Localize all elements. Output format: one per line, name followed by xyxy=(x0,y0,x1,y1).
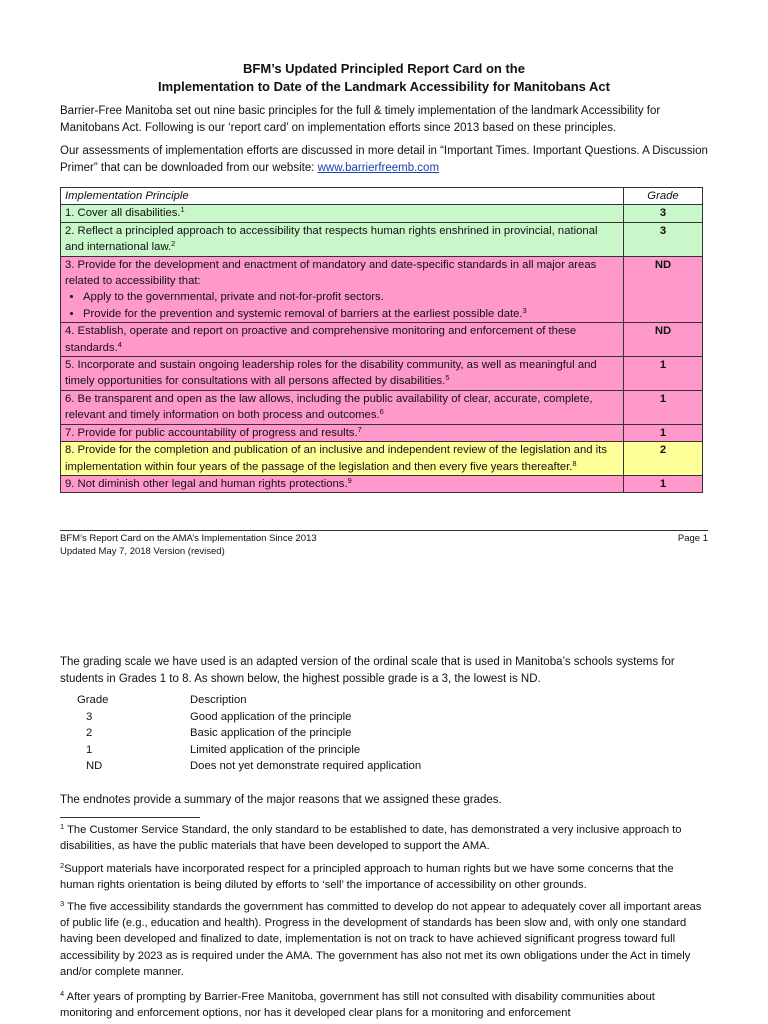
principle-cell xyxy=(61,323,624,357)
table-row xyxy=(61,475,703,492)
table-row xyxy=(61,205,703,222)
endnote-text: After years of prompting by Barrier-Free Manitoba, government has still not consulted with disability communities about monitoring and enforcement options, nor has it developed clear plans for a monitoring and enforcement xyxy=(60,991,655,1020)
grade-cell: 1 xyxy=(624,357,703,391)
principle-cell xyxy=(61,222,624,256)
principle-cell xyxy=(61,475,624,492)
footnote-ref: 6 xyxy=(379,407,384,417)
endnotes-intro: The endnotes provide a summary of the major reasons that we assigned these grades. xyxy=(60,794,502,806)
endnote-1 xyxy=(60,822,710,854)
principle-bullets xyxy=(65,289,619,322)
grade-cell: 1 xyxy=(624,390,703,424)
endnote-text: The Customer Service Standard, the only standard to be established to date, has demonstrated a very inclusive approach to disabilities, as have the public materials that have been developed to support the AMA. xyxy=(60,824,682,853)
scale-row xyxy=(77,742,421,759)
grade-cell: ND xyxy=(624,256,703,323)
principle-cell xyxy=(61,357,624,391)
grade-cell: ND xyxy=(624,323,703,357)
table-header-row xyxy=(61,188,703,205)
title-line-2: Implementation to Date of the Landmark Accessibility for Manitobans Act xyxy=(158,79,610,94)
scale-row xyxy=(77,758,421,775)
scale-header-description: Description xyxy=(190,694,247,706)
table-row xyxy=(61,424,703,441)
endnote-text: Support materials have incorporated respect for a principled approach to human rights but we have some concerns that the human rights orientation is being diluted by efforts to ‘sell’ the importance of accessibility on other grounds. xyxy=(60,863,674,892)
endnote-number: 3 xyxy=(60,899,65,908)
footnote-ref: 4 xyxy=(117,339,122,349)
endnote-number: 1 xyxy=(60,822,65,831)
principle-text: 2. Reflect a principled approach to accessibility that respects human rights enshrined in provincial, national and international law. xyxy=(65,224,598,254)
scale-description: Limited application of the principle xyxy=(190,743,361,756)
footnote-ref: 2 xyxy=(171,239,176,249)
principle-cell xyxy=(61,424,624,441)
scale-header-row xyxy=(77,692,421,709)
endnote-3 xyxy=(60,899,710,980)
footer-line-1: BFM’s Report Card on the AMA’s Implementation Since 2013 xyxy=(60,533,317,544)
endnote-number: 2 xyxy=(60,861,65,870)
principle-text: 4. Establish, operate and report on proactive and comprehensive monitoring and enforcement of these standards. xyxy=(65,325,577,354)
footnote-ref: 1 xyxy=(180,205,185,215)
scale-row xyxy=(77,725,421,742)
scale-description: Does not yet demonstrate required application xyxy=(190,760,422,773)
grade-cell: 3 xyxy=(624,205,703,222)
principle-text: 1. Cover all disabilities. xyxy=(65,207,181,220)
endnote-2 xyxy=(60,861,710,893)
table-row xyxy=(61,323,703,357)
grade-cell: 1 xyxy=(624,424,703,441)
footnote-ref: 3 xyxy=(522,305,527,315)
principle-text: 9. Not diminish other legal and human rights protections. xyxy=(65,477,348,490)
grade-cell: 3 xyxy=(624,222,703,256)
table-row xyxy=(61,357,703,391)
table-row xyxy=(61,256,703,323)
scale-grade: 3 xyxy=(86,710,93,723)
intro-paragraph-2 xyxy=(60,143,710,176)
header-principle: Implementation Principle xyxy=(61,188,624,205)
scale-description: Basic application of the principle xyxy=(190,727,352,740)
report-card-table xyxy=(60,187,703,493)
table-row xyxy=(61,390,703,424)
principle-cell xyxy=(61,390,624,424)
header-grade: Grade xyxy=(624,188,703,205)
scale-grade: 1 xyxy=(86,743,93,756)
intro-paragraph-2-text: Our assessments of implementation efforts are discussed in more detail in “Important Times. Important Questions. A Discussion Primer” that can be downloaded from our website: xyxy=(60,145,708,174)
table-row xyxy=(61,222,703,256)
principle-text: 7. Provide for public accountability of progress and results. xyxy=(65,426,358,439)
endnote-number: 4 xyxy=(60,989,65,998)
bullet-item: • Apply to the governmental, private and not-for-profit sectors. xyxy=(83,289,619,305)
principle-text: 5. Incorporate and sustain ongoing leadership roles for the disability community, as well as meaningful and timely opportunities for consultations with all persons affected by disabilities. xyxy=(65,359,597,388)
scale-description: Good application of the principle xyxy=(190,710,352,723)
principle-cell xyxy=(61,442,624,476)
principle-cell xyxy=(61,205,624,222)
principle-cell xyxy=(61,256,624,323)
page-number: Page 1 xyxy=(677,533,708,544)
intro-paragraph-1: Barrier-Free Manitoba set out nine basic principles for the full & timely implementation of the landmark Accessibility for Manitobans Act. Following is our ‘report card’ on implementation efforts since 2013 based on these principles. xyxy=(60,105,661,134)
principle-text: 8. Provide for the completion and publication of an inclusive and independent review of the legislation and its implementation within four years of the passage of the legislation and then every five years thereafter. xyxy=(65,444,607,473)
scale-row xyxy=(77,709,421,726)
table-row xyxy=(61,442,703,476)
endnote-4 xyxy=(60,989,710,1021)
grading-scale xyxy=(77,692,421,775)
grade-cell: 1 xyxy=(624,475,703,492)
bullet-item xyxy=(83,306,619,322)
grade-cell: 2 xyxy=(624,442,703,476)
report-title xyxy=(0,60,768,96)
footnote-ref: 5 xyxy=(445,373,450,383)
footnote-ref: 7 xyxy=(357,424,362,434)
footnote-ref: 8 xyxy=(572,458,577,468)
endnote-text: The five accessibility standards the government has committed to develop do not appear to adequately cover all important areas of public life (e.g., education and health). Progress in the development of standards has been slow and, with only one standard having been developed and finalized to date, implementation is not on track to have achieved significant progress toward full accessibility by 2023 as is required under the AMA. The government has also not met its own obligations under the Act in timely and/or complete manner. xyxy=(60,901,702,978)
principle-text: 3. Provide for the development and enactment of mandatory and date-specific standards in all major areas related to accessibility that: xyxy=(65,258,597,288)
title-line-1: BFM’s Updated Principled Report Card on the xyxy=(243,61,525,76)
scale-grade: 2 xyxy=(86,727,93,740)
page-footer xyxy=(60,530,708,558)
bullet-text: Provide for the prevention and systemic removal of barriers at the earliest possible date. xyxy=(83,307,523,320)
footnote-ref: 9 xyxy=(347,475,352,485)
endnotes-divider xyxy=(60,817,200,818)
scale-grade: ND xyxy=(86,760,103,773)
grading-intro: The grading scale we have used is an adapted version of the ordinal scale that is used in Manitoba’s schools systems for students in Grades 1 to 8. As shown below, the highest possible grade is a 3, the lowest is ND. xyxy=(60,656,675,685)
footer-line-2: Updated May 7, 2018 Version (revised) xyxy=(60,546,225,557)
principle-text: 6. Be transparent and open as the law allows, including the public availability of clear, accurate, complete, relevant and timely information on both process and outcomes. xyxy=(65,392,593,422)
scale-header-grade: Grade xyxy=(77,694,109,706)
website-link[interactable]: www.barrierfreemb.com xyxy=(317,161,440,174)
